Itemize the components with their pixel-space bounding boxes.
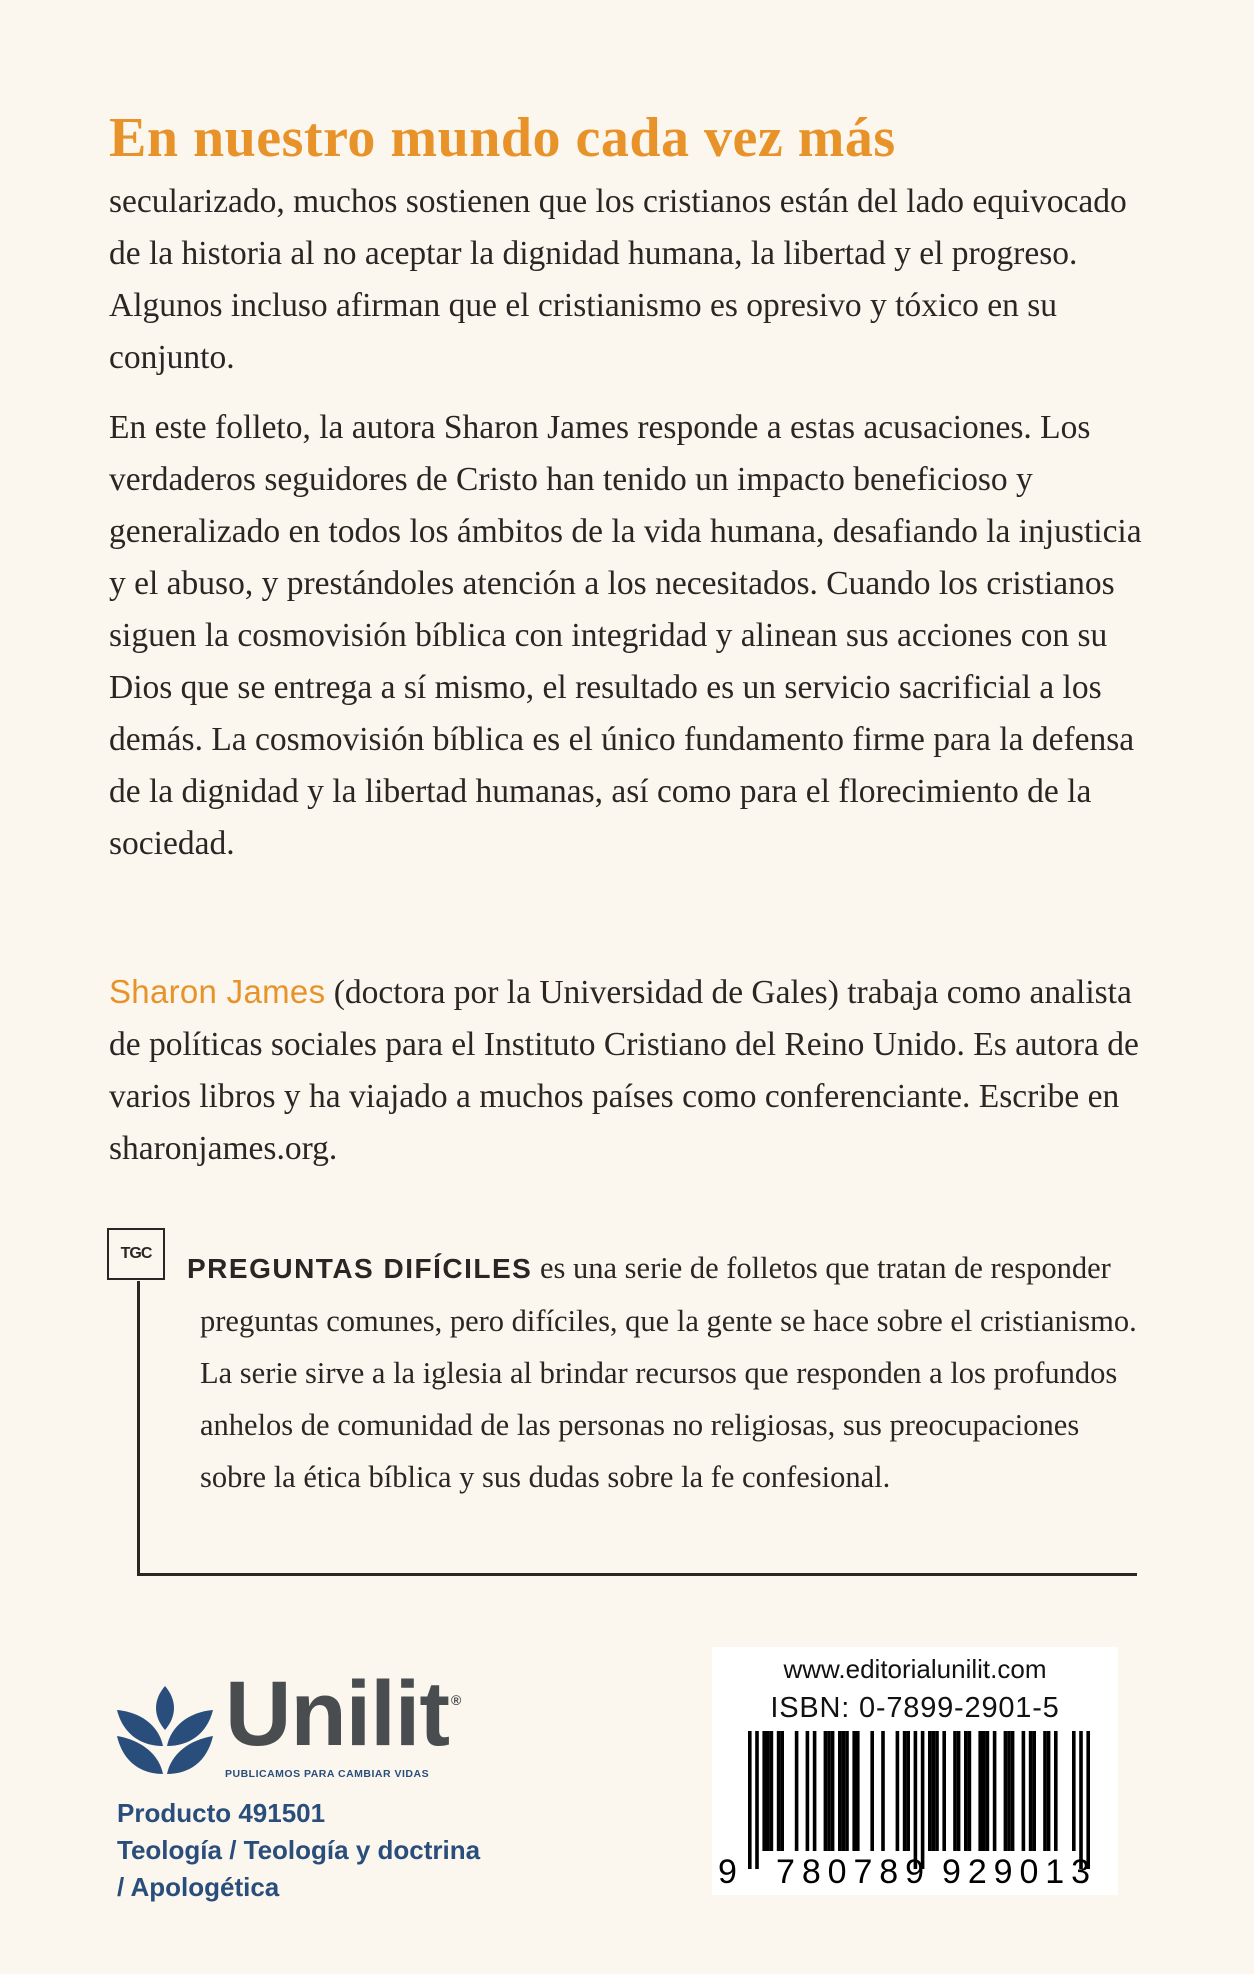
barcode-bar — [766, 1731, 770, 1851]
barcode-bar — [957, 1731, 961, 1851]
barcode-bar — [1011, 1731, 1015, 1851]
category-line-1: Teología / Teología y doctrina — [117, 1835, 481, 1865]
barcode-bar — [1007, 1731, 1011, 1851]
barcode-bar — [748, 1731, 752, 1869]
barcode-bar — [968, 1731, 972, 1851]
tgc-badge — [107, 1228, 165, 1280]
barcode-bar — [903, 1731, 907, 1851]
unilit-leaf-icon — [115, 1682, 215, 1782]
barcode-bar — [993, 1731, 997, 1851]
barcode-bar — [1032, 1731, 1036, 1851]
barcode-bar — [881, 1731, 885, 1851]
website-url: www.editorialunilit.com — [783, 1654, 1047, 1684]
barcode-bar — [935, 1731, 939, 1851]
barcode-bar — [953, 1731, 957, 1851]
series-text: es una serie de folletos que tratan de responder preguntas comunes, pero difíciles, que la gente se hace sobre el cristianismo. La serie sirve a la iglesia al brindar recursos que responden a los profundos anhelos de comunidad de las personas no religiosas, sus preocupaciones sobre la ética bíblica y sus dudas sobre la fe confesional. — [200, 1251, 1137, 1494]
barcode-digits-right: 929013 — [942, 1853, 1090, 1891]
author-bio-text: (doctora por la Universidad de Gales) trabaja como analista de políticas sociales para el Instituto Cristiano del Reino Unido. Es autora de varios libros y ha viajado a muchos países como conferenciante. Escribe en sharonjames.org. — [109, 974, 1139, 1167]
registered-mark: ® — [450, 1692, 461, 1708]
barcode-bar — [770, 1731, 774, 1851]
unilit-wordmark: Unilit ® — [225, 1663, 461, 1765]
barcode-bar — [982, 1731, 986, 1851]
barcode-bar — [806, 1731, 810, 1851]
author-name: Sharon James — [109, 973, 326, 1010]
isbn-number: ISBN: 0-7899-2901-5 — [770, 1692, 1060, 1724]
barcode-bar — [928, 1731, 932, 1851]
barcode-bar — [1086, 1731, 1090, 1869]
barcode-bar — [1072, 1731, 1076, 1851]
barcode-bar — [1043, 1731, 1047, 1851]
unilit-logo — [115, 1663, 461, 1787]
barcode-bar — [896, 1731, 900, 1851]
series-rule-horizontal — [137, 1573, 1137, 1576]
barcode-bar — [1029, 1731, 1033, 1851]
product-code: Producto 491501 — [117, 1798, 326, 1828]
barcode-bar — [870, 1731, 874, 1851]
series-title: PREGUNTAS DIFÍCILES — [187, 1253, 533, 1284]
barcode-bar — [942, 1731, 946, 1851]
barcode-bar — [906, 1731, 910, 1851]
barcode-bars — [748, 1731, 1090, 1869]
barcode-bar — [845, 1731, 849, 1851]
barcode-bar — [932, 1731, 936, 1851]
tgc-badge-label: TGC — [120, 1245, 152, 1262]
intro-text: secularizado, muchos sostienen que los cristianos están del lado equivocado de la historia al no aceptar la dignidad humana, la libertad y el progreso. Algunos incluso afirman que el cristianismo es opresivo y tóxico en su conjunto. — [109, 183, 1127, 376]
barcode-bar — [921, 1731, 925, 1869]
product-info — [117, 1795, 480, 1906]
barcode-bar — [1047, 1731, 1051, 1851]
barcode-bar — [856, 1731, 860, 1851]
barcode-bar — [1054, 1731, 1058, 1851]
barcode-bar — [842, 1731, 846, 1851]
barcode-bar — [1004, 1731, 1008, 1851]
barcode-bar — [978, 1731, 982, 1851]
barcode-bar — [831, 1731, 835, 1851]
unilit-tagline: PUBLICAMOS PARA CAMBIAR VIDAS — [225, 1768, 430, 1780]
barcode-bar — [1079, 1731, 1083, 1869]
barcode-panel — [712, 1647, 1118, 1895]
description-paragraph: En este folleto, la autora Sharon James responde a estas acusaciones. Los verdaderos seguidores de Cristo han tenido un impacto beneficioso y generalizado en todos los ámbitos de la vida humana, desafiando la injusticia y el abuso, y prestándoles atención a los necesitados. Cuando los cristianos siguen la cosmovisión bíblica con integridad y alinean sus acciones con su Dios que se entrega a sí mismo, el resultado es un servicio sacrificial a los demás. La cosmovisión bíblica es el único fundamento firme para la defensa de la dignidad y la libertad humanas, así como para el florecimiento de la sociedad. — [109, 409, 1142, 862]
barcode-bar — [755, 1731, 759, 1869]
barcode-bar — [838, 1731, 842, 1851]
barcode-bar — [777, 1731, 781, 1851]
barcode-bar — [824, 1731, 828, 1851]
barcode-bar — [1022, 1731, 1026, 1851]
intro-lead: En nuestro mundo cada vez más — [109, 107, 896, 169]
barcode-bar — [827, 1731, 831, 1851]
barcode-bar — [964, 1731, 968, 1851]
author-bio — [109, 966, 1149, 1175]
barcode-bar — [780, 1731, 784, 1851]
intro-paragraph — [109, 100, 1149, 384]
series-description — [187, 1242, 1140, 1503]
barcode-bar — [795, 1731, 799, 1851]
barcode-bar — [986, 1731, 990, 1851]
barcode-digit-first: 9 — [718, 1853, 737, 1891]
series-rule-vertical — [137, 1281, 140, 1575]
category-line-2: / Apologética — [117, 1872, 280, 1902]
barcode-bar — [852, 1731, 856, 1851]
barcode-digits-left: 780789 — [776, 1853, 924, 1891]
barcode-bar — [762, 1731, 766, 1851]
barcode-bar — [813, 1731, 817, 1851]
barcode-bar — [914, 1731, 918, 1869]
